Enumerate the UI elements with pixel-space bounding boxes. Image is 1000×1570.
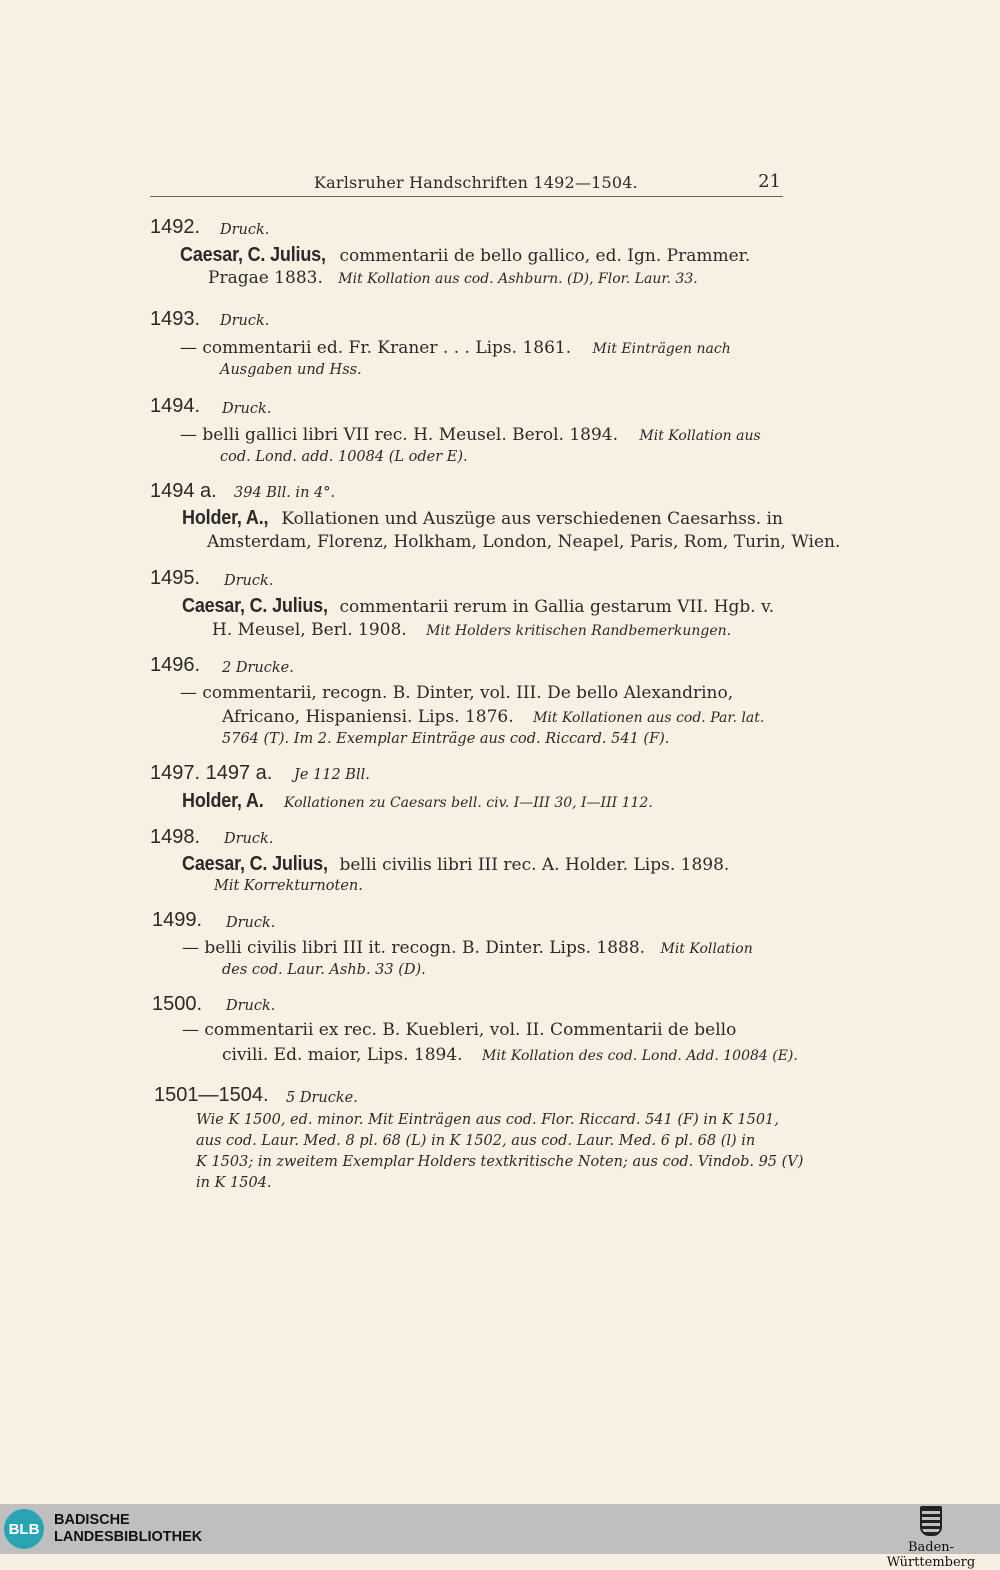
entry-remark: Mit Korrekturnoten. bbox=[214, 878, 363, 894]
entry-remark: Kollationen zu Caesars bell. civ. I—III 30, I—III 112. bbox=[284, 795, 653, 811]
entry-remark: Mit Einträgen nach bbox=[592, 341, 731, 357]
library-name-line1: BADISCHE bbox=[54, 1512, 130, 1528]
entry-note: 394 Bll. in 4°. bbox=[234, 485, 336, 501]
author-name: Holder, A. bbox=[182, 790, 264, 812]
page-number: 21 bbox=[758, 171, 781, 192]
entry-text: — commentarii ex rec. B. Kuebleri, vol. II. Commentarii de bello bbox=[182, 1020, 737, 1040]
entry-remark: Mit Kollationen aus cod. Par. lat. bbox=[533, 710, 765, 726]
entry-number: 1497. 1497 a. bbox=[150, 762, 273, 784]
entry-text: Pragae 1883. bbox=[208, 268, 323, 288]
entry-note: 2 Drucke. bbox=[222, 660, 294, 676]
entry-text: — belli gallici libri VII rec. H. Meusel. Berol. 1894. bbox=[180, 425, 619, 445]
author-name: Caesar, C. Julius, bbox=[182, 853, 328, 875]
entry-text: Amsterdam, Florenz, Holkham, London, Neapel, Paris, Rom, Turin, Wien. bbox=[207, 532, 841, 552]
entry-remark: Ausgaben und Hss. bbox=[220, 362, 362, 378]
entry-number: 1494. bbox=[150, 395, 201, 417]
author-name: Holder, A., bbox=[182, 507, 269, 529]
entry-remark-line: Wie K 1500, ed. minor. Mit Einträgen aus cod. Flor. Riccard. 541 (F) in K 1501, bbox=[196, 1112, 779, 1128]
state-name: Baden-Württemberg bbox=[886, 1540, 976, 1570]
entry-text: H. Meusel, Berl. 1908. bbox=[212, 620, 407, 640]
entry-text: Africano, Hispaniensi. Lips. 1876. bbox=[222, 707, 514, 727]
entry-number: 1499. bbox=[152, 909, 203, 931]
library-name-line2: LANDESBIBLIOTHEK bbox=[54, 1529, 203, 1545]
library-name bbox=[54, 1512, 202, 1546]
entry-text: — commentarii ed. Fr. Kraner . . . Lips. 1861. bbox=[180, 338, 572, 358]
entry-remark: des cod. Laur. Ashb. 33 (D). bbox=[222, 962, 426, 978]
entry-number: 1496. bbox=[150, 654, 201, 676]
entry-text: belli civilis libri III rec. A. Holder. Lips. 1898. bbox=[339, 855, 730, 875]
state-logo bbox=[868, 1506, 994, 1570]
entry-note: Druck. bbox=[220, 313, 270, 329]
running-header bbox=[150, 170, 783, 197]
entry-number: 1500. bbox=[152, 993, 203, 1015]
entry-number: 1501—1504. bbox=[154, 1084, 269, 1106]
entry-note: Druck. bbox=[224, 831, 274, 847]
entry-text: Kollationen und Auszüge aus verschiedenen Caesarhss. in bbox=[281, 509, 783, 529]
entry-remark: Mit Kollation bbox=[660, 941, 753, 957]
entry-text: — belli civilis libri III it. recogn. B. Dinter. Lips. 1888. bbox=[182, 938, 646, 958]
author-name: Caesar, C. Julius, bbox=[182, 595, 328, 617]
entry-note: 5 Drucke. bbox=[286, 1090, 358, 1106]
entry-text: commentarii de bello gallico, ed. Ign. Prammer. bbox=[339, 246, 751, 266]
entry-remark: Mit Holders kritischen Randbemerkungen. bbox=[426, 623, 732, 639]
entry-remark-line: K 1503; in zweitem Exemplar Holders textkritische Noten; aus cod. Vindob. 95 (V) bbox=[196, 1154, 804, 1170]
entry-text: civili. Ed. maior, Lips. 1894. bbox=[222, 1045, 463, 1065]
entry-note: Je 112 Bll. bbox=[294, 767, 370, 783]
entry-remark: Mit Kollation aus bbox=[639, 428, 761, 444]
entry-number: 1498. bbox=[150, 826, 201, 848]
entry-note: Druck. bbox=[226, 915, 276, 931]
entry-remark-line: in K 1504. bbox=[196, 1175, 272, 1191]
header-title: Karlsruher Handschriften 1492—1504. bbox=[314, 173, 638, 192]
entry-remark: 5764 (T). Im 2. Exemplar Einträge aus cod. Riccard. 541 (F). bbox=[222, 731, 670, 747]
entry-number: 1492. bbox=[150, 216, 201, 238]
blb-logo: BLB bbox=[4, 1509, 44, 1549]
footer-bar bbox=[0, 1504, 1000, 1570]
entry-note: Druck. bbox=[226, 998, 276, 1014]
entry-note: Druck. bbox=[220, 222, 270, 238]
entry-remark: cod. Lond. add. 10084 (L oder E). bbox=[220, 449, 468, 465]
coat-of-arms-icon bbox=[920, 1506, 942, 1536]
entry-text: commentarii rerum in Gallia gestarum VII. Hgb. v. bbox=[339, 597, 775, 617]
entry-number: 1493. bbox=[150, 308, 201, 330]
entry-text: — commentarii, recogn. B. Dinter, vol. III. De bello Alexandrino, bbox=[180, 683, 734, 703]
entry-number: 1494 a. bbox=[150, 480, 217, 502]
author-name: Caesar, C. Julius, bbox=[180, 244, 326, 266]
entry-remark: Mit Kollation des cod. Lond. Add. 10084 (E). bbox=[482, 1048, 798, 1064]
entry-note: Druck. bbox=[224, 573, 274, 589]
entry-number: 1495. bbox=[150, 567, 201, 589]
entry-remark-line: aus cod. Laur. Med. 8 pl. 68 (L) in K 1502, aus cod. Laur. Med. 6 pl. 68 (l) in bbox=[196, 1133, 756, 1149]
entry-remark: Mit Kollation aus cod. Ashburn. (D), Flor. Laur. 33. bbox=[338, 271, 698, 287]
entry-note: Druck. bbox=[222, 401, 272, 417]
